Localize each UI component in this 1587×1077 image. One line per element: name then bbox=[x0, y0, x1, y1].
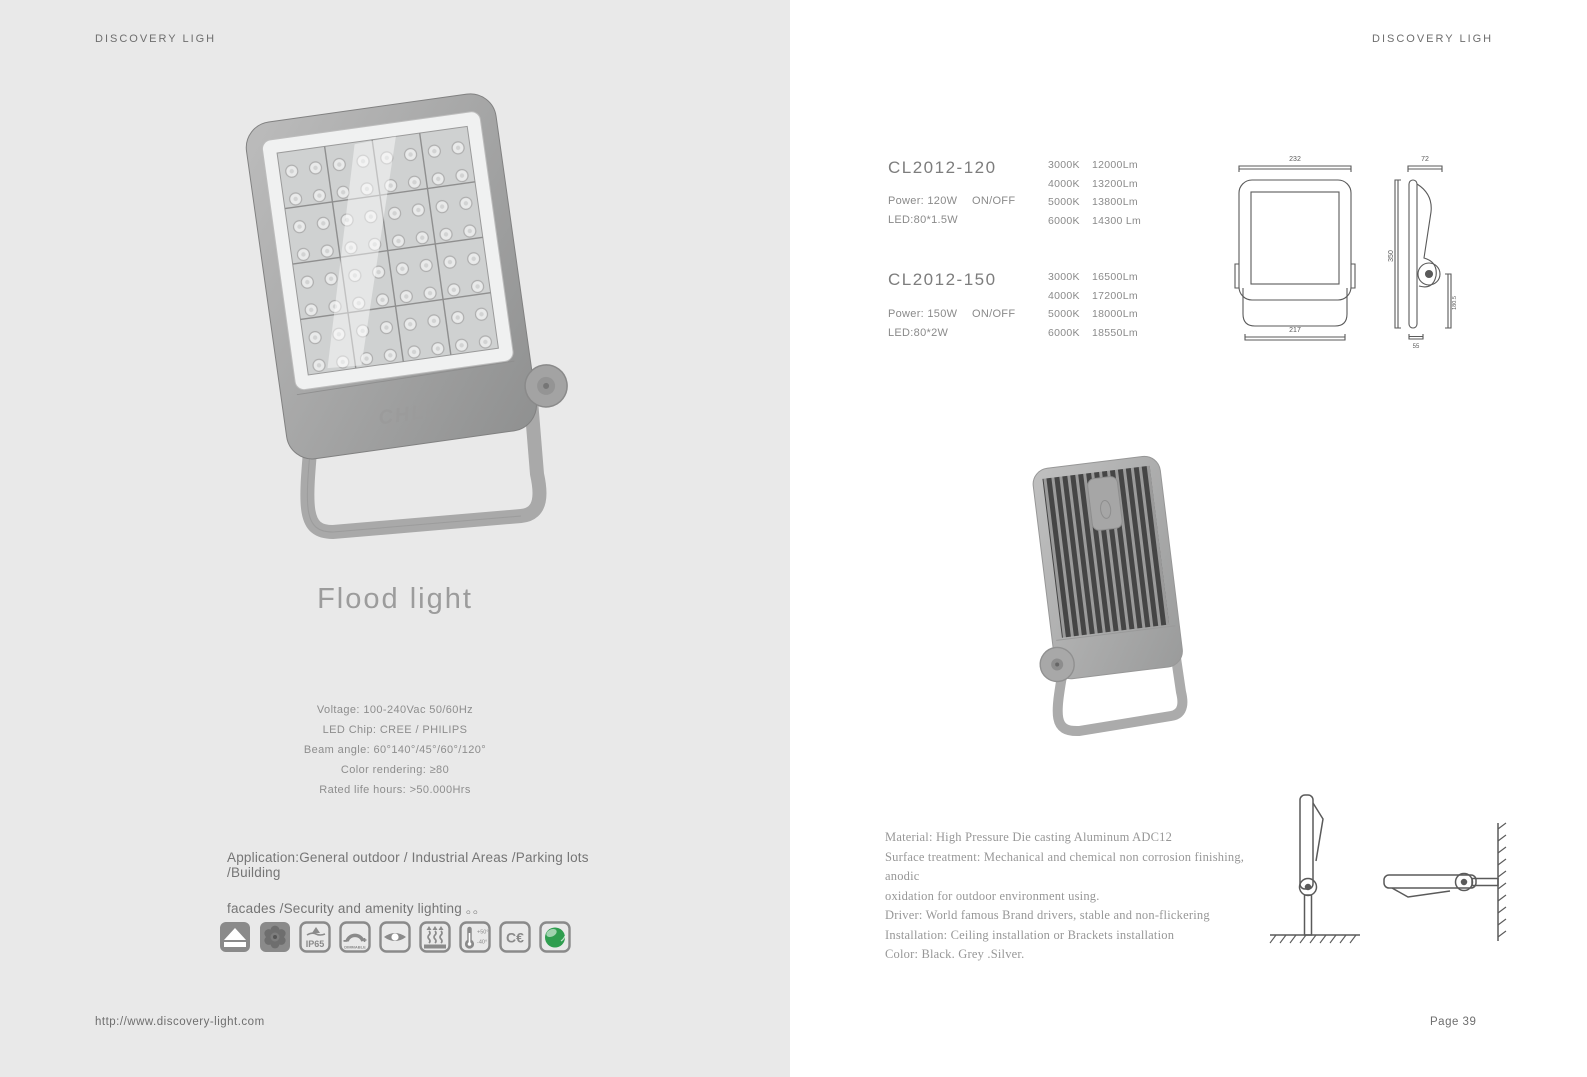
dim-bracket-height: 180.5 bbox=[1452, 296, 1458, 310]
dimension-drawing bbox=[1225, 138, 1475, 363]
spec-color-rendering: Color rendering: ≥80 bbox=[340, 764, 450, 776]
details-block bbox=[885, 828, 1255, 965]
output-row: 4000K 13200Lm bbox=[1048, 177, 1138, 190]
detail-surface-2: oxidation for outdoor environment using. bbox=[885, 888, 1100, 903]
detail-material: Material: High Pressure Die casting Aluminum ADC12 bbox=[885, 830, 1173, 844]
ip65-label: IP65 bbox=[305, 939, 325, 949]
badge-row bbox=[219, 921, 571, 953]
detail-surface-1: Surface treatment: Mechanical and chemical non corrosion finishing, anodic bbox=[885, 849, 1245, 883]
model-1-led: LED:80*1.5W bbox=[888, 214, 958, 226]
dim-height: 350 bbox=[1388, 250, 1395, 262]
application-line-2: facades /Security and amenity lighting 。。 bbox=[227, 901, 487, 916]
dim-base: 55 bbox=[1412, 344, 1420, 350]
output-row: 3000K 12000Lm bbox=[1048, 159, 1138, 171]
spec-life-hours: Rated life hours: >50.000Hrs bbox=[319, 784, 471, 796]
model-2-switch: ON/OFF bbox=[972, 308, 1016, 320]
output-row: 5000K 13800Lm bbox=[1048, 196, 1138, 208]
flower-icon bbox=[259, 921, 291, 953]
spec-led-chip: LED Chip: CREE / PHILIPS bbox=[322, 724, 468, 736]
ce-label: C€ bbox=[506, 929, 524, 946]
detail-installation: Installation: Ceiling installation or Brackets installation bbox=[885, 927, 1175, 942]
model-1-outputs bbox=[1048, 159, 1141, 233]
dimmable-icon bbox=[339, 921, 371, 953]
output-row: 6000K 18550Lm bbox=[1048, 326, 1138, 339]
spec-list bbox=[0, 700, 790, 800]
footer-page-number: Page 39 bbox=[1430, 1016, 1477, 1028]
output-row: 5000K 18000Lm bbox=[1048, 308, 1138, 320]
dim-front-width: 232 bbox=[1289, 156, 1301, 163]
left-page bbox=[0, 0, 790, 1077]
ce-icon bbox=[499, 921, 531, 953]
detail-color: Color: Black. Grey .Silver. bbox=[885, 947, 1025, 961]
dimmable-label: DIMMABLE bbox=[344, 944, 366, 950]
application-line-1: Application:General outdoor / Industrial Areas /Parking lots /Building bbox=[227, 850, 589, 880]
eye-icon bbox=[379, 921, 411, 953]
eco-globe-icon bbox=[539, 921, 571, 953]
model-2-name: CL2012-150 bbox=[888, 270, 997, 289]
model-2-power: Power: 150W bbox=[888, 308, 958, 320]
spec-beam-angle: Beam angle: 60°140°/45°/60°/120° bbox=[303, 744, 487, 756]
model-1-power: Power: 120W bbox=[888, 195, 958, 207]
floodlight-front-render bbox=[225, 88, 585, 558]
spec-voltage: Voltage: 100-240Vac 50/60Hz bbox=[316, 704, 474, 716]
dim-side-width: 72 bbox=[1421, 156, 1429, 163]
ip65-icon bbox=[299, 921, 331, 953]
temp-high-label: +50° bbox=[477, 929, 489, 936]
model-2-led: LED:80*2W bbox=[888, 327, 949, 339]
arrow-up-icon bbox=[219, 921, 251, 953]
installation-drawing bbox=[1248, 783, 1518, 968]
brand-header-right: DISCOVERY LIGH bbox=[1372, 33, 1494, 45]
product-logo: CHLI bbox=[377, 400, 435, 430]
temp-low-label: -40° bbox=[477, 939, 488, 946]
right-page bbox=[790, 0, 1587, 1077]
detail-driver: Driver: World famous Brand drivers, stable and non-flickering bbox=[885, 908, 1210, 922]
application-text bbox=[227, 850, 627, 917]
model-2-outputs bbox=[1048, 271, 1138, 345]
output-row: 3000K 16500Lm bbox=[1048, 271, 1138, 283]
model-1-switch: ON/OFF bbox=[972, 195, 1016, 207]
dim-front-base: 217 bbox=[1289, 327, 1301, 334]
output-row: 6000K 14300 Lm bbox=[1048, 214, 1142, 227]
footer-url: http://www.discovery-light.com bbox=[95, 1016, 265, 1028]
floodlight-rear-render bbox=[995, 448, 1215, 738]
brand-header-left: DISCOVERY LIGH bbox=[95, 33, 217, 45]
temperature-range-icon bbox=[459, 921, 491, 953]
product-title: Flood light bbox=[317, 583, 473, 615]
heat-dissipation-icon bbox=[419, 921, 451, 953]
output-row: 4000K 17200Lm bbox=[1048, 289, 1138, 302]
model-1-name: CL2012-120 bbox=[888, 158, 997, 177]
